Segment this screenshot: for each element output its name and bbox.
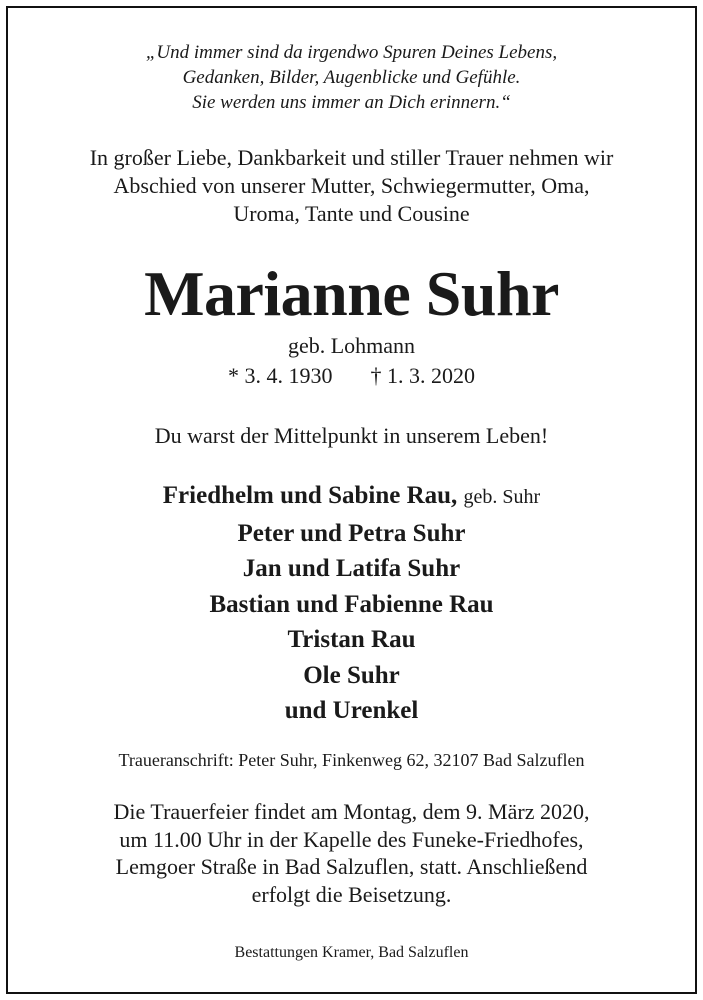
intro-line: In großer Liebe, Dankbarkeit und stiller Trauer nehmen wir <box>89 145 614 170</box>
farewell-intro <box>0 144 703 228</box>
funeral-service-info <box>0 798 703 908</box>
quote-line: Gedanken, Bilder, Augenblicke und Gefühle. <box>182 67 521 88</box>
death-date: † 1. 3. 2020 <box>370 363 475 388</box>
service-line: erfolgt die Beisetzung. <box>251 881 452 907</box>
mourning-address: Traueranschrift: Peter Suhr, Finkenweg 62, 32107 Bad Salzuflen <box>118 750 585 770</box>
memorial-motto: Du warst der Mittelpunkt in unserem Leben! <box>154 423 549 448</box>
mourners-list <box>0 478 703 729</box>
life-dates <box>0 362 703 390</box>
mourner-name: Friedhelm und Sabine Rau, <box>162 482 458 509</box>
mourner-entry: Jan und Latifa Suhr <box>242 555 461 582</box>
mourner-entry: Ole Suhr <box>303 661 400 689</box>
mourner-entry: Tristan Rau <box>287 626 416 653</box>
service-line: um 11.00 Uhr in der Kapelle des Funeke-Friedhofes, <box>119 826 584 852</box>
quote-line: Sie werden uns immer an Dich erinnern.“ <box>192 92 511 113</box>
service-line: Lemgoer Straße in Bad Salzuflen, statt. Anschließend <box>115 854 588 879</box>
mourner-entry: und Urenkel <box>284 697 419 724</box>
mourner-birth-name: geb. Suhr <box>463 486 541 508</box>
deceased-name: Marianne Suhr <box>144 258 559 329</box>
birth-date: * 3. 4. 1930 <box>228 363 333 388</box>
quote-line: „Und immer sind da irgendwo Spuren Deines Lebens, <box>145 42 558 63</box>
intro-line: Abschied von unserer Mutter, Schwiegermutter, Oma, <box>113 173 590 198</box>
memorial-quote <box>0 40 703 115</box>
birth-name: geb. Lohmann <box>287 333 416 358</box>
mourner-entry: Peter und Petra Suhr <box>237 519 466 547</box>
intro-line: Uroma, Tante und Cousine <box>233 201 470 226</box>
service-line: Die Trauerfeier findet am Montag, dem 9. März 2020, <box>113 799 590 824</box>
mourner-entry <box>0 478 703 516</box>
mourner-entry: Bastian und Fabienne Rau <box>209 590 494 618</box>
undertaker-name: Bestattungen Kramer, Bad Salzuflen <box>234 944 469 961</box>
